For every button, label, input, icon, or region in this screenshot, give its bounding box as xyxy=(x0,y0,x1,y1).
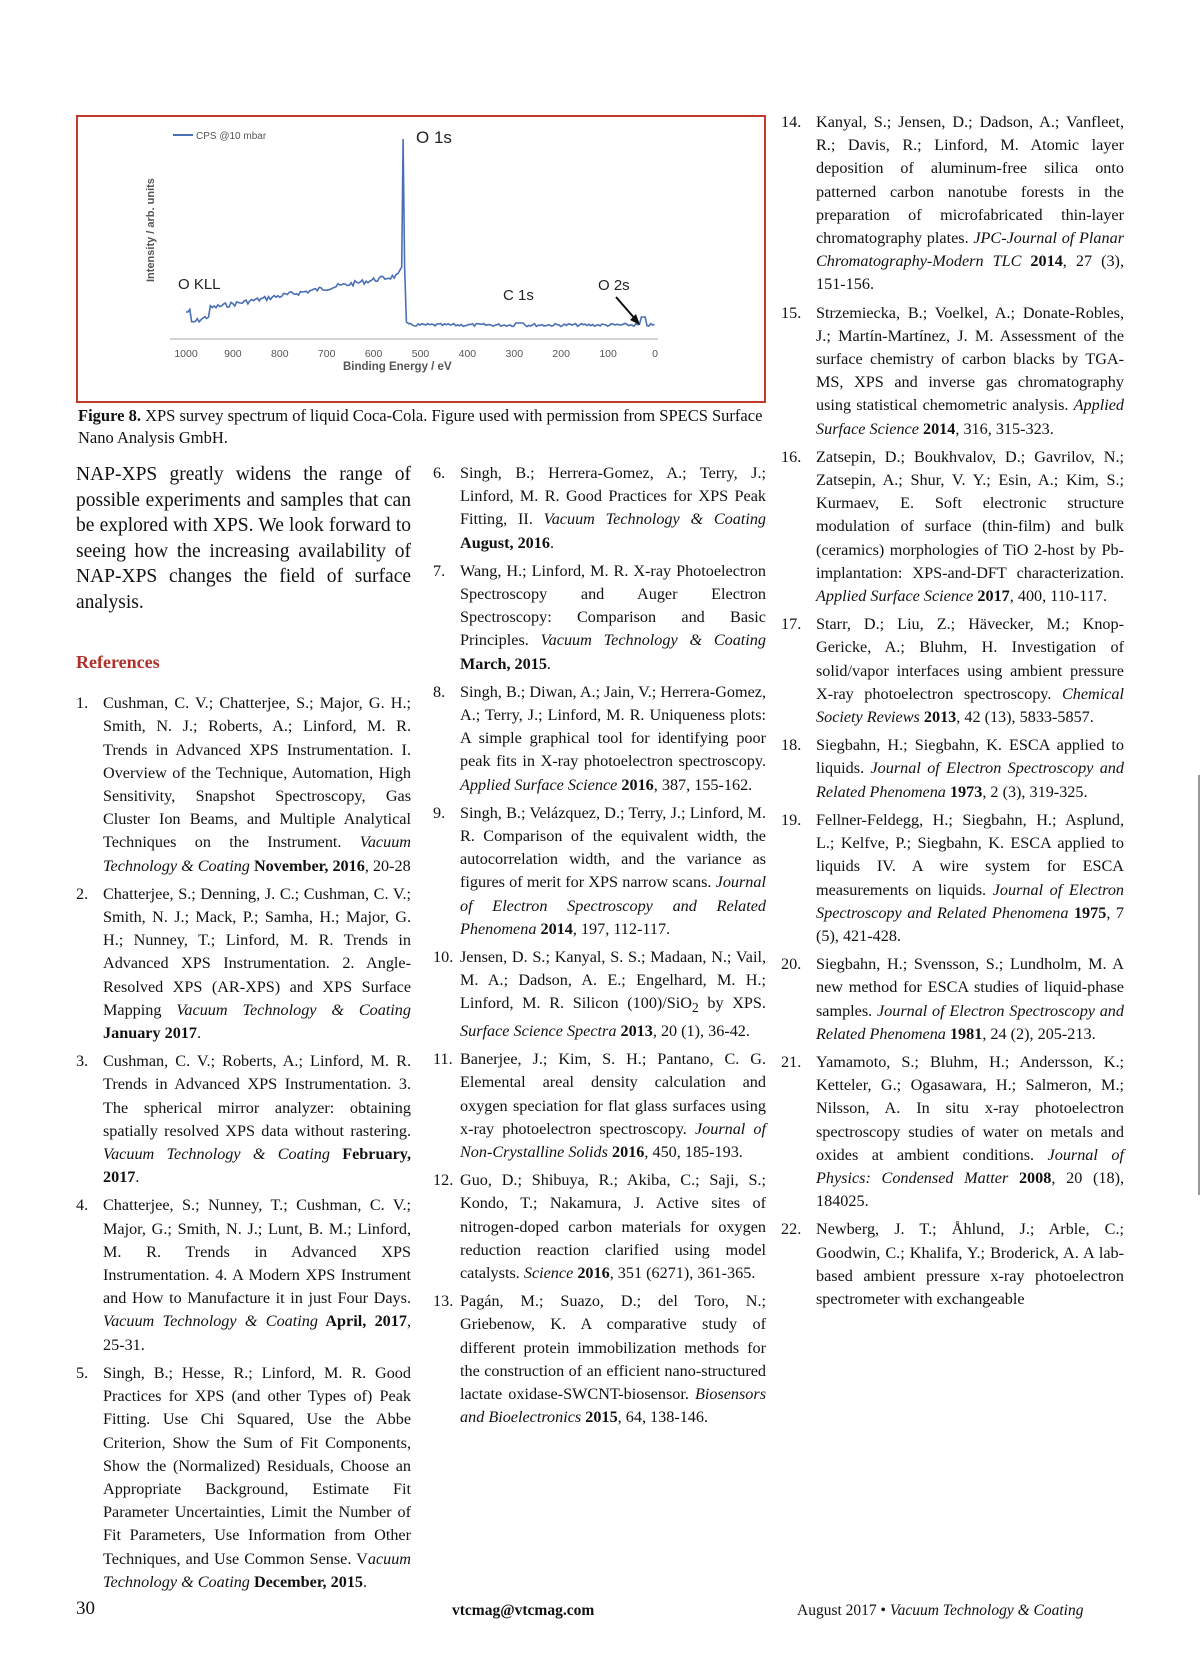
reference-year: 2014 xyxy=(536,919,573,938)
reference-item xyxy=(76,1050,411,1189)
reference-number: 10. xyxy=(433,948,454,967)
x-tick-label: 100 xyxy=(599,348,617,360)
reference-authors-title: Strzemiecka, B.; Voelkel, A.; Donate-Robles, J.; Martín-Martínez, J. M. Assessment of the surface chemistry of carbon blacks by TGA-MS, XPS and inverse gas chromatography using statistical chemometric analysis. xyxy=(816,303,1124,415)
footer-issue-date: August 2017 xyxy=(797,1602,877,1619)
x-tick-label: 300 xyxy=(505,348,524,360)
reference-text xyxy=(816,111,1124,297)
reference-number: 18. xyxy=(781,736,802,755)
reference-journal: Journal of Electron Spectroscopy and Related Phenomena xyxy=(816,880,1125,922)
reference-item xyxy=(433,1048,766,1164)
figure-caption-text: XPS survey spectrum of liquid Coca-Cola. Figure used with permission from SPECS Surface Nano Analysis GmbH. xyxy=(78,406,763,447)
peak-okll-label: O KLL xyxy=(178,276,221,293)
x-tick-label: 800 xyxy=(271,348,289,360)
reference-list-part-2 xyxy=(433,462,766,1429)
footer-magazine: Vacuum Technology & Coating xyxy=(889,1602,1084,1619)
reference-journal: Vacuum Technology & Coating xyxy=(176,1000,411,1019)
reference-journal: Journal of Electron Spectroscopy and Related Phenomena xyxy=(816,1001,1124,1043)
legend-label: CPS @10 mbar xyxy=(196,131,267,142)
reference-year: 2008 xyxy=(1008,1168,1052,1187)
reference-volume-pages: , 316, 315-323. xyxy=(955,419,1054,438)
reference-text xyxy=(816,1051,1124,1213)
reference-volume-pages: , 400, 110-117. xyxy=(1009,587,1108,606)
reference-text xyxy=(460,462,766,555)
reference-number: 4. xyxy=(76,1196,89,1215)
reference-text xyxy=(460,681,766,797)
reference-volume-pages: , 2 (3), 319-325. xyxy=(982,782,1088,801)
reference-journal: JPC-Journal of Planar Chromatography-Modern TLC xyxy=(816,229,1124,271)
footer-page-number: 30 xyxy=(76,1598,95,1619)
reference-authors-title: Yamamoto, S.; Bluhm, H.; Andersson, K.; Ketteler, G.; Ogasawara, H.; Salmeron, M.; Nilsson, A. In situ x-ray photoelectron spectroscopy studies of water on metals and oxides at ambient conditions. xyxy=(816,1052,1124,1164)
reference-volume-pages: , 387, 155-162. xyxy=(653,775,753,794)
x-axis-label: Binding Energy / eV xyxy=(343,361,452,373)
reference-number: 6. xyxy=(433,464,446,482)
peak-o1s-label: O 1s xyxy=(416,128,452,147)
reference-item xyxy=(433,802,766,941)
reference-volume-pages: . xyxy=(197,1024,202,1043)
reference-subscript: 2 xyxy=(692,1000,699,1016)
references-heading: References xyxy=(76,652,160,672)
reference-year: March, 2015 xyxy=(460,654,547,673)
reference-authors-title: Fellner-Feldegg, H.; Siegbahn, H.; Asplund, L.; Kelfve, P.; Siegbahn, K. ESCA applied to liquids IV. A wire system for ESCA measurements on liquids. xyxy=(816,810,1124,899)
reference-volume-pages: , 450, 185-193. xyxy=(644,1142,743,1161)
reference-item xyxy=(76,883,411,1045)
reference-authors-title: Zatsepin, D.; Boukhvalov, D.; Gavrilov, N.; Zatsepin, A.; Shur, V. Y.; Esin, A.; Kim, S.; Kurmaev, E. Soft electronic structure modulation of surface (thin-film) and bulk (ceramics) morphologies of TiO 2-host by Pb-implantation: XPS-and-DFT characterization. xyxy=(816,447,1124,582)
reference-number: 11. xyxy=(433,1050,453,1069)
reference-journal: Vacuum Technology & Coating xyxy=(543,510,767,529)
reference-item xyxy=(781,446,1124,608)
reference-item xyxy=(781,302,1124,441)
peak-o2s-label: O 2s xyxy=(598,277,630,294)
x-tick-label: 600 xyxy=(364,348,383,360)
reference-authors-title: Cushman, C. V.; Roberts, A.; Linford, M. R. Trends in Advanced XPS Instrumentation. 3. The spherical mirror analyzer: obtaining spatially resolved XPS data without rastering. xyxy=(103,1052,411,1140)
reference-year: 2013 xyxy=(919,708,957,727)
x-tick-label: 200 xyxy=(552,348,570,360)
reference-journal: Vacuum Technology & Coating xyxy=(103,1145,330,1164)
reference-authors-title: Chatterjee, S.; Nunney, T.; Cushman, C. V.; Major, G.; Smith, N. J.; Lunt, B. M.; Linford, M. R. Trends in Advanced XPS Instrumentation. 4. A Modern XPS Instrument and How to Manufacture it in just Four Days. xyxy=(103,1196,411,1308)
reference-journal: Biosensors and Bioelectronics xyxy=(460,1384,766,1427)
reference-text xyxy=(816,809,1124,948)
reference-authors-title: Newberg, J. T.; Åhlund, J.; Arble, C.; Goodwin, C.; Khalifa, Y.; Broderick, A. A lab-based ambient pressure x-ray photoelectron spectrometer with exchangeable xyxy=(816,1220,1124,1308)
reference-text xyxy=(460,560,766,676)
reference-volume-pages: . xyxy=(135,1168,140,1187)
reference-authors-title: Starr, D.; Liu, Z.; Hävecker, M.; Knop-Gericke, A.; Bluhm, H. Investigation of solid/vapor interfaces using ambient pressure X-ray photoelectron spectroscopy. xyxy=(816,615,1124,703)
peak-c1s-label: C 1s xyxy=(503,287,534,304)
reference-number: 13. xyxy=(433,1292,454,1311)
column-right xyxy=(781,111,1125,1316)
reference-journal: Applied Surface Science xyxy=(816,587,974,606)
reference-number: 20. xyxy=(781,955,802,974)
reference-year: December, 2015 xyxy=(249,1572,364,1591)
x-tick-label: 700 xyxy=(317,348,336,360)
reference-authors-title: Singh, B.; Herrera-Gomez, A.; Terry, J.; Linford, M. R. Good Practices for XPS Peak Fitting, II. xyxy=(460,464,766,529)
reference-year: April, 2017 xyxy=(317,1312,407,1331)
reference-volume-pages: . xyxy=(546,654,551,673)
reference-text xyxy=(103,1362,411,1594)
reference-journal: Chemical Society Reviews xyxy=(816,684,1124,727)
reference-text xyxy=(460,1048,766,1164)
reference-volume-pages: . xyxy=(549,533,554,552)
reference-item xyxy=(433,462,766,555)
reference-authors-title: Siegbahn, H.; Svensson, S.; Lundholm, M. A new method for ESCA studies of liquid-phase samples. xyxy=(816,955,1124,1020)
reference-year: 1973 xyxy=(945,782,983,801)
reference-number: 16. xyxy=(781,447,802,466)
footer-email: vtcmag@vtcmag.com xyxy=(452,1602,595,1619)
reference-number: 15. xyxy=(781,303,802,322)
reference-number: 8. xyxy=(433,682,446,701)
reference-number: 2. xyxy=(76,884,89,903)
reference-journal: Vacuum Technology & Coating xyxy=(103,833,411,875)
reference-year: 2015 xyxy=(581,1408,618,1427)
reference-item xyxy=(433,946,766,1043)
reference-year: 2016 xyxy=(617,775,654,794)
reference-item xyxy=(76,1362,411,1594)
reference-volume-pages: , 197, 112-117. xyxy=(572,919,671,938)
reference-number: 3. xyxy=(76,1052,89,1071)
reference-item xyxy=(781,809,1125,948)
reference-text xyxy=(816,446,1124,608)
reference-item xyxy=(433,681,766,797)
reference-journal: Surface Science Spectra xyxy=(460,1021,617,1040)
reference-volume-pages: , 20 (18), 184025. xyxy=(816,1168,1125,1211)
reference-authors-title: Singh, B.; Velázquez, D.; Terry, J.; Linford, M. R. Comparison of the equivalent width, the autocorrelation width, and the variance as figures of merit for XPS narrow scans. xyxy=(460,803,766,892)
x-tick-label: 900 xyxy=(224,348,242,360)
reference-volume-pages: , 64, 138-146. xyxy=(617,1408,709,1427)
reference-text xyxy=(816,613,1124,729)
reference-year: 1981 xyxy=(945,1024,983,1043)
reference-journal: Journal of Physics: Condensed Matter xyxy=(816,1145,1124,1187)
reference-volume-pages: , 25-31. xyxy=(103,1312,412,1354)
x-tick-label: 1000 xyxy=(174,348,198,360)
figure-8-spectrum xyxy=(76,115,766,403)
reference-authors-title: Singh, B.; Hesse, R.; Linford, M. R. Good Practices for XPS (and other Types of) Peak Fitting. Use Chi Squared, Use the Abbe Criterion, Show the Sum of Fit Components, Show the (Normalized) Residuals, Choose an Appropriate Background, Estimate Fit Parameter Uncertainties, Limit the Number of Fit Parameters, Use Information from Other Techniques, and Use Common Sense. V xyxy=(103,1363,411,1568)
reference-number: 19. xyxy=(781,810,802,829)
reference-volume-pages: , 20 (1), 36-42. xyxy=(652,1021,750,1040)
reference-item xyxy=(781,1051,1125,1213)
reference-text xyxy=(103,883,411,1045)
reference-journal: Vacuum Technology & Coating xyxy=(540,631,766,650)
reference-text xyxy=(103,1194,411,1356)
reference-year: 2016 xyxy=(573,1263,610,1282)
reference-number: 21. xyxy=(781,1052,802,1071)
reference-journal: Vacuum Technology & Coating xyxy=(103,1312,318,1331)
reference-number: 1. xyxy=(76,694,89,713)
reference-item xyxy=(76,1194,411,1356)
reference-journal: Science xyxy=(523,1263,574,1282)
reference-volume-pages: , 20-28 xyxy=(364,856,411,875)
intro-paragraph: NAP-XPS greatly widens the range of possible experiments and samples that can be explored with XPS. We look forward to seeing how the increasing availability of NAP-XPS changes the field of surface analysis. xyxy=(76,464,411,613)
spectrum-line xyxy=(186,139,655,327)
reference-number: 5. xyxy=(76,1363,89,1382)
reference-year: January 2017 xyxy=(103,1024,197,1043)
reference-authors-title: Pagán, M.; Suazo, D.; del Toro, N.; Griebenow, K. A comparative study of different protein immobilization methods for the construction of an efficient nano-structured lactate oxidase-SWCNT-biosensor. xyxy=(460,1292,766,1403)
reference-volume-pages: . xyxy=(363,1572,368,1591)
reference-list-part-1 xyxy=(76,692,411,1594)
reference-text xyxy=(816,1218,1124,1311)
reference-year: February, 2017 xyxy=(103,1145,411,1187)
y-axis-label: Intensity / arb. units xyxy=(145,178,157,282)
reference-number: 7. xyxy=(433,561,446,580)
reference-journal: Journal of Electron Spectroscopy and Related Phenomena xyxy=(816,759,1124,801)
reference-text xyxy=(816,734,1124,804)
reference-year: 2016 xyxy=(607,1142,645,1161)
reference-journal: Applied Surface Science xyxy=(460,775,618,794)
reference-authors-title: Siegbahn, H.; Siegbahn, K. ESCA applied to liquids. xyxy=(816,736,1124,778)
reference-volume-pages: , 351 (6271), 361-365. xyxy=(609,1263,756,1282)
reference-authors-title: Kanyal, S.; Jensen, D.; Dadson, A.; Vanfleet, R.; Davis, R.; Linford, M. Atomic layer deposition of aluminum-free silica onto patterned carbon nanotube forests in the preparation of microfabricated thin-layer chromatography plates. xyxy=(816,113,1124,248)
x-tick-label: 0 xyxy=(652,348,658,360)
reference-item xyxy=(433,1169,766,1285)
x-tick-label: 400 xyxy=(458,348,477,360)
figure-caption-label: Figure 8. xyxy=(78,406,141,425)
reference-journal: acuum Technology & Coating xyxy=(103,1549,411,1591)
reference-year: 2017 xyxy=(973,587,1010,606)
column-left xyxy=(76,462,411,1599)
reference-number: 12. xyxy=(433,1171,454,1190)
reference-text xyxy=(460,1169,766,1285)
reference-authors-title: Singh, B.; Diwan, A.; Jain, V.; Herrera-Gomez, A.; Terry, J.; Linford, M. R. Uniqueness plots: A simple graphical tool for identifying poor peak fits in X-ray photoelectron spectroscopy. xyxy=(460,682,766,771)
reference-item xyxy=(781,111,1124,297)
xps-spectrum-chart xyxy=(78,117,764,401)
reference-volume-pages: , 27 (3), 151-156. xyxy=(816,252,1124,294)
reference-volume-pages: , 24 (2), 205-213. xyxy=(982,1024,1096,1043)
reference-item xyxy=(781,734,1124,804)
reference-text xyxy=(460,802,766,941)
reference-list-part-3 xyxy=(781,111,1125,1311)
reference-authors-title: Chatterjee, S.; Denning, J. C.; Cushman, C. V.; Smith, N. J.; Mack, P.; Samha, H.; Major, G. H.; Nunney, T.; Linford, M. R. Trends in Advanced XPS Instrumentation. 2. Angle-Resolved XPS (AR-XPS) and XPS Surface Mapping xyxy=(103,884,411,1019)
reference-authors-title: Cushman, C. V.; Chatterjee, S.; Major, G. H.; Smith, N. J.; Roberts, A.; Linford, M. R. Trends in Advanced XPS Instrumentation. I. Overview of the Technique, Automation, High Sensitivity, Snapshot Spectroscopy, Gas Cluster Ion Beams, and Multiple Analytical Techniques on the Instrument. xyxy=(103,694,411,852)
reference-item xyxy=(76,692,411,878)
reference-year: 2014 xyxy=(1021,252,1063,271)
reference-number: 22. xyxy=(781,1220,802,1239)
reference-text xyxy=(460,1290,766,1429)
reference-year: November, 2016 xyxy=(249,856,365,875)
x-tick-labels xyxy=(174,348,658,360)
o2s-arrow-icon xyxy=(616,297,636,320)
reference-number: 9. xyxy=(433,803,446,822)
footer-bullet: • xyxy=(880,1602,886,1619)
reference-number: 14. xyxy=(781,113,802,131)
reference-text xyxy=(816,953,1124,1046)
reference-number: 17. xyxy=(781,615,802,634)
reference-text xyxy=(460,946,766,1043)
x-tick-label: 500 xyxy=(411,348,430,360)
reference-authors-title: Jensen, D. S.; Kanyal, S. S.; Madaan, N.; Vail, M. A.; Dadson, A. E.; Engelhard, M. H.; Linford, M. R. Silicon (100)/SiO xyxy=(460,948,766,1013)
reference-volume-pages: , 7 (5), 421-428. xyxy=(816,903,1125,945)
reference-journal: Applied Surface Science xyxy=(816,396,1124,438)
reference-item xyxy=(433,1290,766,1429)
reference-journal: Journal of Non-Crystalline Solids xyxy=(460,1119,766,1161)
reference-text xyxy=(103,1050,411,1189)
reference-authors-title: Wang, H.; Linford, M. R. X-ray Photoelectron Spectroscopy and Auger Electron Spectroscopy: Comparison and Basic Principles. xyxy=(460,561,766,650)
reference-item xyxy=(781,953,1124,1046)
reference-year: 2014 xyxy=(918,419,956,438)
reference-item xyxy=(433,560,766,676)
reference-item xyxy=(781,613,1124,729)
reference-text xyxy=(816,302,1124,441)
reference-year: August, 2016 xyxy=(460,533,550,552)
column-middle xyxy=(433,462,766,1434)
footer-issue xyxy=(797,1602,1083,1620)
reference-item xyxy=(781,1218,1124,1311)
reference-text xyxy=(103,692,411,878)
reference-volume-pages: , 42 (13), 5833-5857. xyxy=(956,708,1094,727)
reference-journal: Journal of Electron Spectroscopy and Related Phenomena xyxy=(460,873,766,938)
reference-year: 2013 xyxy=(616,1021,653,1040)
figure-caption xyxy=(78,405,778,449)
reference-authors-title-cont: by XPS. xyxy=(698,994,766,1013)
reference-year: 1975 xyxy=(1068,903,1107,922)
reference-authors-title: Guo, D.; Shibuya, R.; Akiba, C.; Saji, S.; Kondo, T.; Nakamura, J. Active sites of nitrogen-doped carbon materials for oxygen reduction reaction clarified using model catalysts. xyxy=(460,1171,766,1282)
reference-authors-title: Banerjee, J.; Kim, S. H.; Pantano, C. G. Elemental areal density calculation and oxygen speciation for flat glass surfaces using x-ray photoelectron spectroscopy. xyxy=(460,1050,766,1138)
